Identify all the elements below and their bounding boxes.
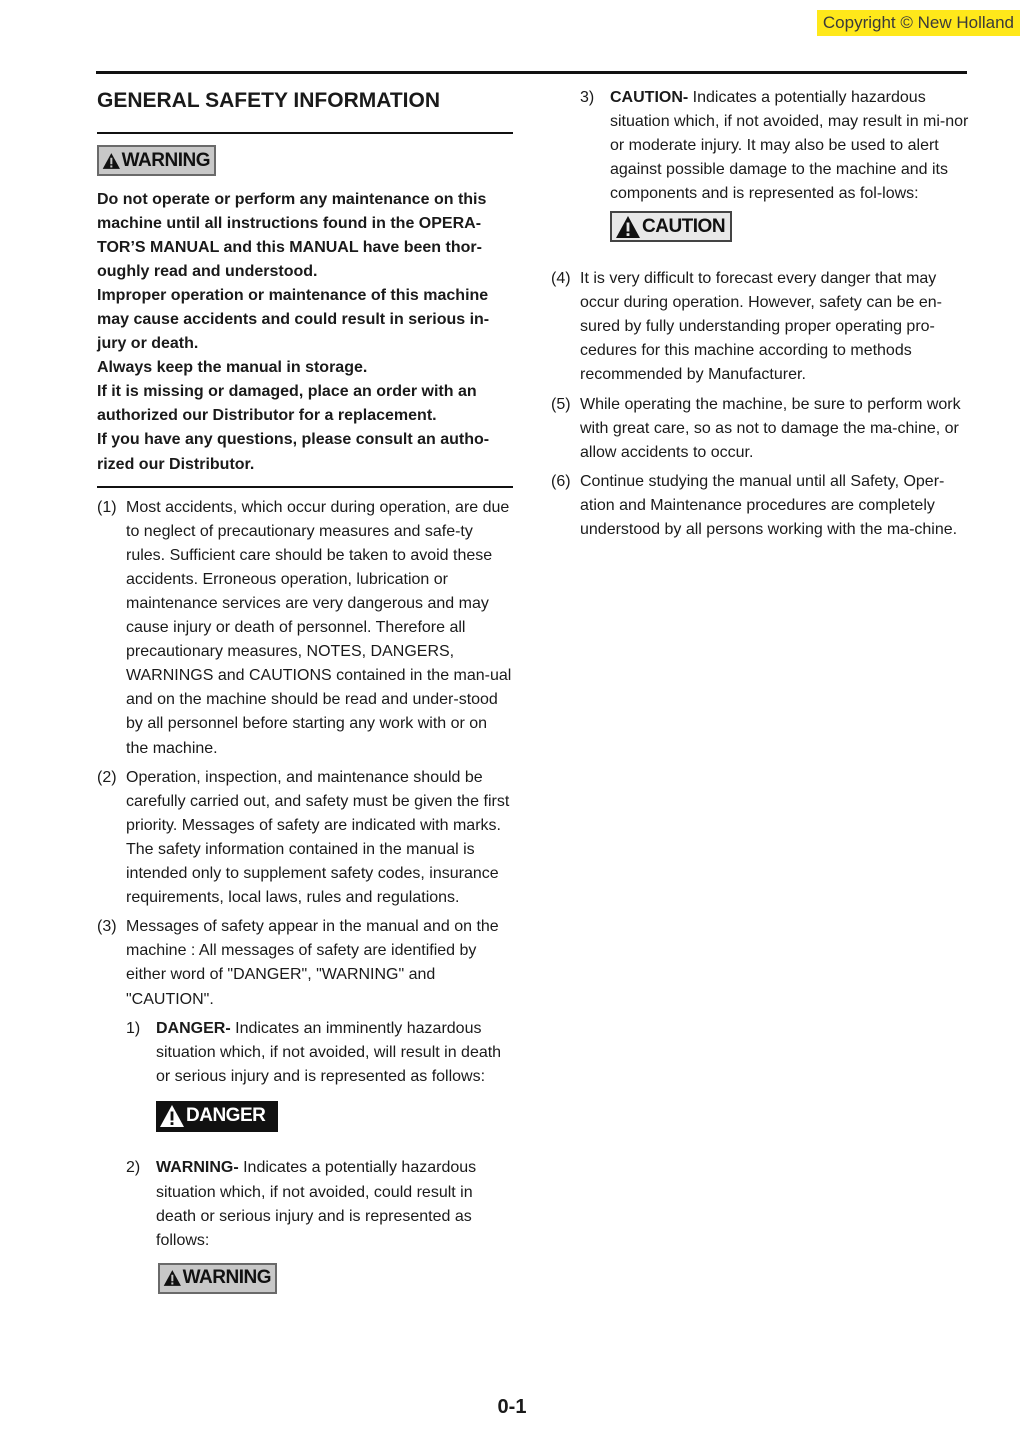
left-column xyxy=(97,86,513,1298)
list-item-number: (4) xyxy=(551,270,571,288)
title-divider xyxy=(97,132,513,134)
list-item-text: Continue studying the manual until all Safety, Oper-ation and Maintenance procedures are completely understood by all persons working with the ma-chine. xyxy=(580,472,958,538)
warning-badge-label: WARNING xyxy=(121,149,210,171)
sub-item-text xyxy=(156,1156,513,1252)
notice-paragraph: Always keep the manual in storage. xyxy=(97,359,368,377)
list-item xyxy=(97,915,513,1011)
sub-item-description: Indicates a potentially hazardous situation which, if not avoided, may result in mi-nor or moderate injury. It may also be used to alert against possible damage to the machine and its components and is represented as fol-lows: xyxy=(610,89,969,203)
sub-item-description: Indicates a potentially hazardous situation which, if not avoided, could result in death or serious injury and is represented as follows: xyxy=(156,1159,477,1249)
list-item-text: Most accidents, which occur during operation, are due to neglect of precautionary measures and safe-ty rules. Sufficient care should be taken to avoid these accidents. Erroneous operation, lubrication or maintenance services are very dangerous and may cause injury or death of personnel. Therefore all precautionary measures, NOTES, DANGERS, WARNINGS and CAUTIONS contained in the man-ual and on the machine should be read and under-stood by all personnel before starting any work with or on the machine. xyxy=(126,498,512,757)
sub-item-label: CAUTION- xyxy=(610,89,689,106)
notice-paragraph: Improper operation or maintenance of this machine may cause accidents and could result in serious in-jury or death. xyxy=(97,286,490,353)
sub-item-text xyxy=(610,86,969,206)
sub-item-warning xyxy=(126,1156,513,1252)
list-item xyxy=(551,470,969,542)
list-item xyxy=(97,766,513,911)
list-item-number: (2) xyxy=(97,768,117,786)
page-number: 0-1 xyxy=(497,1396,527,1418)
list-item-text: Operation, inspection, and maintenance should be carefully carried out, and safety must be given the first priority. Messages of safety are indicated with marks. The safety information contained in the manual is intended only to supplement safety codes, insurance requirements, local laws, rules and regulations. xyxy=(126,768,510,907)
warning-badge xyxy=(158,1263,277,1294)
list-item-text: While operating the machine, be sure to perform work with great care, so as not to damage the ma-chine, or allow accidents to occur. xyxy=(580,395,961,461)
sub-item-description: Indicates an imminently hazardous situation which, if not avoided, will result in death or serious injury and is represented as follows: xyxy=(156,1019,502,1085)
warning-badge-label: WARNING xyxy=(182,1267,271,1289)
notice-paragraph: Do not operate or perform any maintenance on this machine until all instructions found in the OPERA-TOR’S MANUAL and this MANUAL have been thor-oughly read and understood. xyxy=(97,190,487,280)
caution-badge-label: CAUTION xyxy=(642,215,726,237)
warning-notice xyxy=(97,188,513,477)
list-item-number: (3) xyxy=(97,918,117,936)
page-title: GENERAL SAFETY INFORMATION xyxy=(97,89,441,112)
list-item xyxy=(551,267,969,387)
notice-paragraph: If it is missing or damaged, place an order with an authorized our Distributor for a replacement. xyxy=(97,383,477,425)
list-item-number: (1) xyxy=(97,498,117,516)
warning-triangle-icon xyxy=(102,149,121,173)
notice-paragraph: If you have any questions, please consult an autho-rized our Distributor. xyxy=(97,431,490,473)
sub-item-number: 1) xyxy=(126,1019,141,1037)
sub-item-label: DANGER- xyxy=(156,1019,231,1037)
sub-item-number: 3) xyxy=(580,89,595,106)
list-item xyxy=(551,393,969,465)
warning-badge xyxy=(97,145,216,176)
danger-badge xyxy=(156,1101,278,1132)
top-rule xyxy=(96,71,967,74)
list-item-number: (6) xyxy=(551,472,571,490)
sub-item-text xyxy=(156,1017,513,1089)
sub-item-number: 2) xyxy=(126,1159,141,1177)
caution-badge xyxy=(610,211,732,242)
sub-item-caution xyxy=(580,86,969,206)
warning-triangle-icon xyxy=(163,1266,182,1290)
caution-triangle-icon xyxy=(615,215,641,239)
danger-badge-label: DANGER xyxy=(186,1105,266,1127)
danger-triangle-icon xyxy=(159,1104,185,1128)
list-item xyxy=(97,496,513,761)
notice-divider xyxy=(97,486,513,488)
right-column xyxy=(551,86,969,547)
sub-item-danger xyxy=(126,1017,513,1089)
list-item-number: (5) xyxy=(551,395,571,413)
list-item-text: It is very difficult to forecast every danger that may occur during operation. However, safety can be en-sured by fully understanding proper operating pro-cedures for this machine according to methods recommended by Manufacturer. xyxy=(580,270,942,384)
sub-item-label: WARNING- xyxy=(156,1159,239,1177)
list-item-text: Messages of safety appear in the manual and on the machine : All messages of safety are identified by either word of "DANGER", "WARNING" and "CAUTION". xyxy=(126,918,499,1008)
copyright-label: Copyright © New Holland xyxy=(817,10,1020,36)
